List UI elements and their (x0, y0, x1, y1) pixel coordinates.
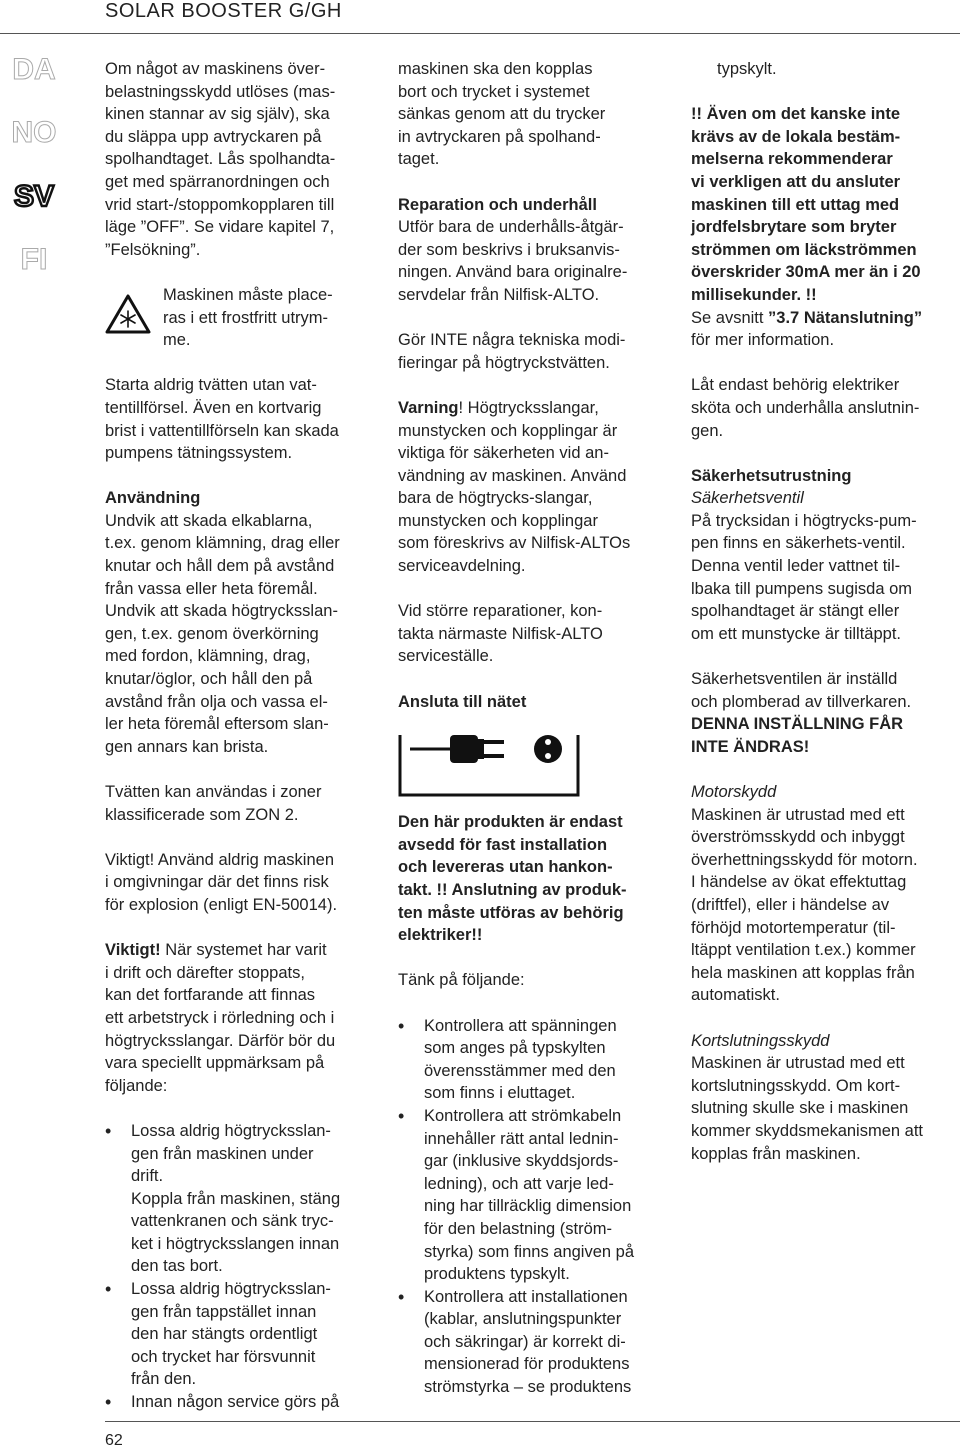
text-line: Maskinen är utrustad med ett (691, 1054, 905, 1073)
section-reference: ”3.7 Nätanslutning” (768, 308, 923, 327)
fixed-installation-notice (398, 811, 670, 947)
text-line: lbaka till pumpens sugisda om (691, 579, 913, 598)
text-line: brist i vattentillförseln kan skada (105, 421, 339, 440)
text-line: knutar/öglor, och håll den på (105, 670, 313, 689)
text-line: (driftfel), eller i händelse av (691, 895, 890, 914)
repair-paragraph (398, 216, 670, 306)
text-line: • Lossa aldrig högtrycksslan- (131, 1280, 331, 1299)
text-line: ningen. Använd bara originalre- (398, 263, 628, 282)
connect-heading: Ansluta till nätet (398, 692, 527, 711)
text-line: serviceavdelning. (398, 557, 526, 576)
text-line: automatiskt. (691, 986, 780, 1005)
text-line: INTE ÄNDRAS! (691, 737, 810, 756)
text-line: för den belastning (ström- (424, 1219, 613, 1238)
text-line: spolhandtaget är stängt eller (691, 602, 900, 621)
text-line: bara de högtrycks-slangar, (398, 489, 593, 508)
text-line: melserna rekommenderar (691, 150, 893, 169)
text-line: sköta och underhålla anslutnin- (691, 398, 920, 417)
text-line: ler heta föremål eftersom slan- (105, 715, 329, 734)
frost-warning (105, 284, 385, 352)
language-tab-da: DA (12, 53, 56, 86)
text-line: innehåller rätt antal lednin- (424, 1129, 619, 1148)
modify-paragraph (398, 329, 670, 374)
text-line: t.ex. genom klämning, drag eller (105, 534, 340, 553)
text-line: maskinen ska den kopplas (398, 60, 593, 78)
text-line: gar (inklusive skyddsjords- (424, 1152, 619, 1171)
water-supply-paragraph (105, 374, 385, 464)
text-line: Koppla från maskinen, stäng (131, 1189, 341, 1208)
text-line: avsedd för fast installation (398, 835, 608, 854)
text-line: När systemet har varit (160, 941, 327, 960)
disconnect-paragraph (398, 58, 670, 171)
language-tab-sv: SV (13, 180, 55, 213)
header-divider (0, 33, 960, 34)
text-line: kopplas från maskinen. (691, 1144, 861, 1163)
valve-sealed-paragraph (691, 668, 959, 758)
text-line: pen finns en säkerhets-ventil. (691, 534, 906, 553)
text-line: och levereras utan hankon- (398, 858, 613, 877)
text-line: spolhandtaget. Lås spolhandta- (105, 150, 336, 169)
text-line: Gör INTE några tekniska modi- (398, 331, 626, 350)
important-label: Viktigt! (105, 941, 161, 960)
text-line: • Kontrollera att strömkabeln (424, 1106, 622, 1125)
text-line: belastningsskydd utlöses (mas- (105, 82, 336, 101)
text-line: Den här produkten är endast (398, 813, 623, 832)
text-line: från vassa eller heta föremål. (105, 579, 318, 598)
text-line: avstånd från olja och vassa el- (105, 692, 328, 711)
text-line: der som beskrivs i bruksanvis- (398, 240, 620, 259)
mains-plug-icon (398, 725, 588, 803)
text-line: gen. (691, 421, 724, 440)
text-line: • Kontrollera att installationen (424, 1287, 628, 1306)
list-item (105, 1120, 385, 1278)
text-line: DENNA INSTÄLLNING FÅR (691, 715, 904, 734)
text-line: Denna ventil leder vattnet til- (691, 557, 901, 576)
text-line: som finns i eluttaget. (424, 1084, 576, 1103)
text-line: !! Även om det kanske inte (691, 105, 901, 124)
text-line: takt. !! Anslutning av produk- (398, 881, 627, 899)
text-line: i drift och därefter stoppats, (105, 963, 305, 982)
language-tab-fi: FI (20, 243, 48, 276)
text-line: serviceställe. (398, 647, 494, 666)
text-line: styrka) som finns angiven på (424, 1242, 635, 1261)
text-line: Om något av maskinens över- (105, 60, 326, 78)
text-line: gen från tappstället innan (131, 1302, 317, 1321)
text-line: sänkas genom att du trycker (398, 105, 606, 124)
text-line: vara speciellt uppmärksam på (105, 1054, 325, 1073)
text-line: vi verkligen att du ansluter (691, 172, 901, 191)
text-line: vrid start-/stoppomkopplaren till (105, 195, 335, 214)
text-line: överhettningsskydd för motorn. (691, 850, 918, 869)
text-line: bort och trycket i systemet (398, 82, 590, 101)
pressure-paragraph (105, 939, 385, 1097)
text-line: för mer information. (691, 331, 835, 350)
text-line: in avtryckaren på spolhand- (398, 127, 601, 146)
text-line: vattenkranen och sänk tryc- (131, 1212, 334, 1231)
text-line: med fordon, klämning, drag, (105, 647, 311, 666)
text-line: pumpens tätningssystem. (105, 444, 293, 463)
text-line: förhöjd motortemperatur (til- (691, 918, 896, 937)
usage-paragraph (105, 510, 385, 759)
text-line: för explosion (enligt EN-50014). (105, 895, 338, 914)
text-line: som föreskrivs av Nilfisk-ALTOs (398, 534, 631, 553)
text-line: högtrycksslangar. Därför bör du (105, 1031, 336, 1050)
overload-paragraph (105, 58, 385, 261)
text-line: ledning), och att varje led- (424, 1174, 614, 1193)
text-line: överensstämmer med den (424, 1061, 616, 1080)
page-number: 62 (105, 1432, 123, 1449)
usage-heading: Användning (105, 489, 201, 508)
column-1 (105, 58, 385, 1414)
motor-paragraph (691, 804, 959, 1007)
list-item (398, 1015, 670, 1105)
text-line: typskylt. (717, 60, 777, 78)
consider-text: Tänk på följande: (398, 971, 525, 990)
text-line: Låt endast behörig elektriker (691, 376, 900, 395)
text-line: och säkringar) är korrekt di- (424, 1332, 626, 1351)
text-line: krävs av de lokala bestäm- (691, 127, 901, 146)
text-line: gen från maskinen under (131, 1144, 314, 1163)
text-line: produktens typskylt. (424, 1265, 570, 1284)
language-tab-no: NO (11, 116, 57, 149)
text-line: överskrider 30mA mer än i 20 (691, 263, 921, 282)
text-line: elektriker!! (398, 926, 483, 945)
text-line: och trycket har försvunnit (131, 1347, 316, 1366)
text-line: du släppa upp avtryckaren på (105, 127, 322, 146)
text-line: Undvik att skada högtrycksslan- (105, 602, 338, 621)
text-line: den tas bort. (131, 1257, 223, 1276)
text-line: maskinen till ett uttag med (691, 195, 900, 214)
column-3 (691, 58, 959, 1165)
text-line: slutning skulle ske i maskinen (691, 1099, 909, 1118)
text-line: I händelse av ökat effektuttag (691, 873, 907, 892)
text-line: • Innan någon service görs på (131, 1393, 340, 1412)
repair-heading: Reparation och underhåll (398, 195, 597, 214)
text-line: strömstyrka – se produktens (424, 1378, 632, 1397)
text-line: kan det fortfarande att finnas (105, 986, 316, 1005)
text-line: följande: (105, 1076, 168, 1095)
safety-heading: Säkerhetsutrustning (691, 466, 852, 485)
short-circuit-subheading: Kortslutningsskydd (691, 1031, 830, 1050)
text-line: kortslutningsskydd. Om kort- (691, 1076, 901, 1095)
warning-paragraph (398, 397, 670, 578)
text-line: mensionerad för produktens (424, 1355, 630, 1374)
text-line: ! Högtrycksslangar, (458, 398, 599, 417)
explosion-paragraph (105, 849, 385, 917)
text-line: som anges på typskylten (424, 1039, 606, 1058)
text-line: Undvik att skada elkablarna, (105, 511, 313, 530)
text-line: millisekunder. !! (691, 285, 817, 304)
text-line: Maskinen måste place- (163, 285, 333, 304)
text-line: ras i ett frostfritt utrym- (163, 308, 329, 327)
text-line: Vid större reparationer, kon- (398, 602, 603, 621)
valve-subheading: Säkerhetsventil (691, 489, 804, 508)
list-item (398, 1286, 670, 1399)
warning-label: Varning (398, 398, 459, 417)
text-line: me. (163, 331, 191, 350)
text-line: läge ”OFF”. Se vidare kapitel 7, (105, 218, 335, 237)
text-line: Säkerhetsventilen är inställd (691, 670, 898, 689)
footer-divider (105, 1421, 960, 1422)
text-line: strömmen om läckströmmen (691, 240, 917, 259)
text-line: ett arbetstryck i rörledning och i (105, 1008, 335, 1027)
text-line: Viktigt! Använd aldrig maskinen (105, 850, 334, 869)
text-line: fieringar på högtryckstvätten. (398, 353, 610, 372)
frost-warning-icon (105, 294, 151, 334)
text-line: ket i högtrycksslangen innan (131, 1234, 340, 1253)
text-line: viktiga för säkerheten vid an- (398, 444, 609, 463)
text-line: kommer skyddsmekanismen att (691, 1121, 923, 1140)
list-item (105, 1278, 385, 1391)
text-line: hela maskinen att kopplas från (691, 963, 915, 982)
text-line: munstycken och kopplingar (398, 511, 598, 530)
text-line: knutar och håll dem på avstånd (105, 557, 335, 576)
text-line: från den. (131, 1370, 197, 1389)
text-line: kinen stannar av sig själv), ska (105, 105, 330, 124)
text-line: get med spärranordningen och (105, 172, 330, 191)
text-line: taget. (398, 150, 440, 169)
text-line: och plomberad av tillverkaren. (691, 692, 912, 711)
text-line: Maskinen är utrustad med ett (691, 805, 905, 824)
valve-paragraph (691, 510, 959, 646)
motor-subheading: Motorskydd (691, 783, 777, 801)
text-line: munstycken och kopplingar är (398, 421, 618, 440)
text-line: Starta aldrig tvätten utan vat- (105, 376, 317, 395)
text-line: gen, t.ex. genom överkörning (105, 624, 319, 643)
text-line: om ett munstycke är tilltäppt. (691, 624, 901, 643)
text-line: (kablar, anslutningspunkter (424, 1310, 622, 1329)
text-line: ten måste utföras av behörig (398, 903, 624, 922)
text-line: vändning av maskinen. Använd (398, 466, 627, 485)
text-line: På trycksidan i högtrycks-pum- (691, 511, 917, 530)
text-line: gen annars kan brista. (105, 737, 269, 756)
short-circuit-paragraph (691, 1052, 959, 1165)
text-line: Se avsnitt (691, 308, 769, 327)
text-line: servdelar från Nilfisk-ALTO. (398, 285, 600, 304)
text-line: den har stängts ordentligt (131, 1325, 318, 1344)
text-line: tentillförsel. Även en kortvarig (105, 398, 322, 417)
text-line: överströmsskydd och inbyggt (691, 828, 905, 847)
text-line: Utför bara de underhålls-åtgär- (398, 218, 624, 237)
column-2 (398, 58, 670, 1399)
text-line: ning har tillräcklig dimension (424, 1197, 632, 1216)
list-item (398, 1105, 670, 1286)
text-line: takta närmaste Nilfisk-ALTO (398, 624, 603, 643)
zone-paragraph (105, 781, 385, 826)
rcd-recommendation (691, 103, 959, 306)
text-line: ”Felsökning”. (105, 240, 201, 259)
list-item (105, 1391, 385, 1414)
text-line: Tvätten kan användas i zoner (105, 783, 322, 801)
text-line: i omgivningar där det finns risk (105, 873, 329, 892)
authorized-paragraph (691, 374, 959, 442)
text-line: drift. (131, 1167, 164, 1186)
document-title: SOLAR BOOSTER G/GH (105, 0, 342, 22)
text-line: klassificerade som ZON 2. (105, 805, 299, 824)
service-paragraph (398, 600, 670, 668)
text-line: • Kontrollera att spänningen (424, 1016, 617, 1035)
text-line: • Lossa aldrig högtrycksslan- (131, 1121, 331, 1140)
text-line: jordfelsbrytare som bryter (691, 218, 897, 237)
text-line: ltäppt ventilation t.ex.) kommer (691, 941, 916, 960)
